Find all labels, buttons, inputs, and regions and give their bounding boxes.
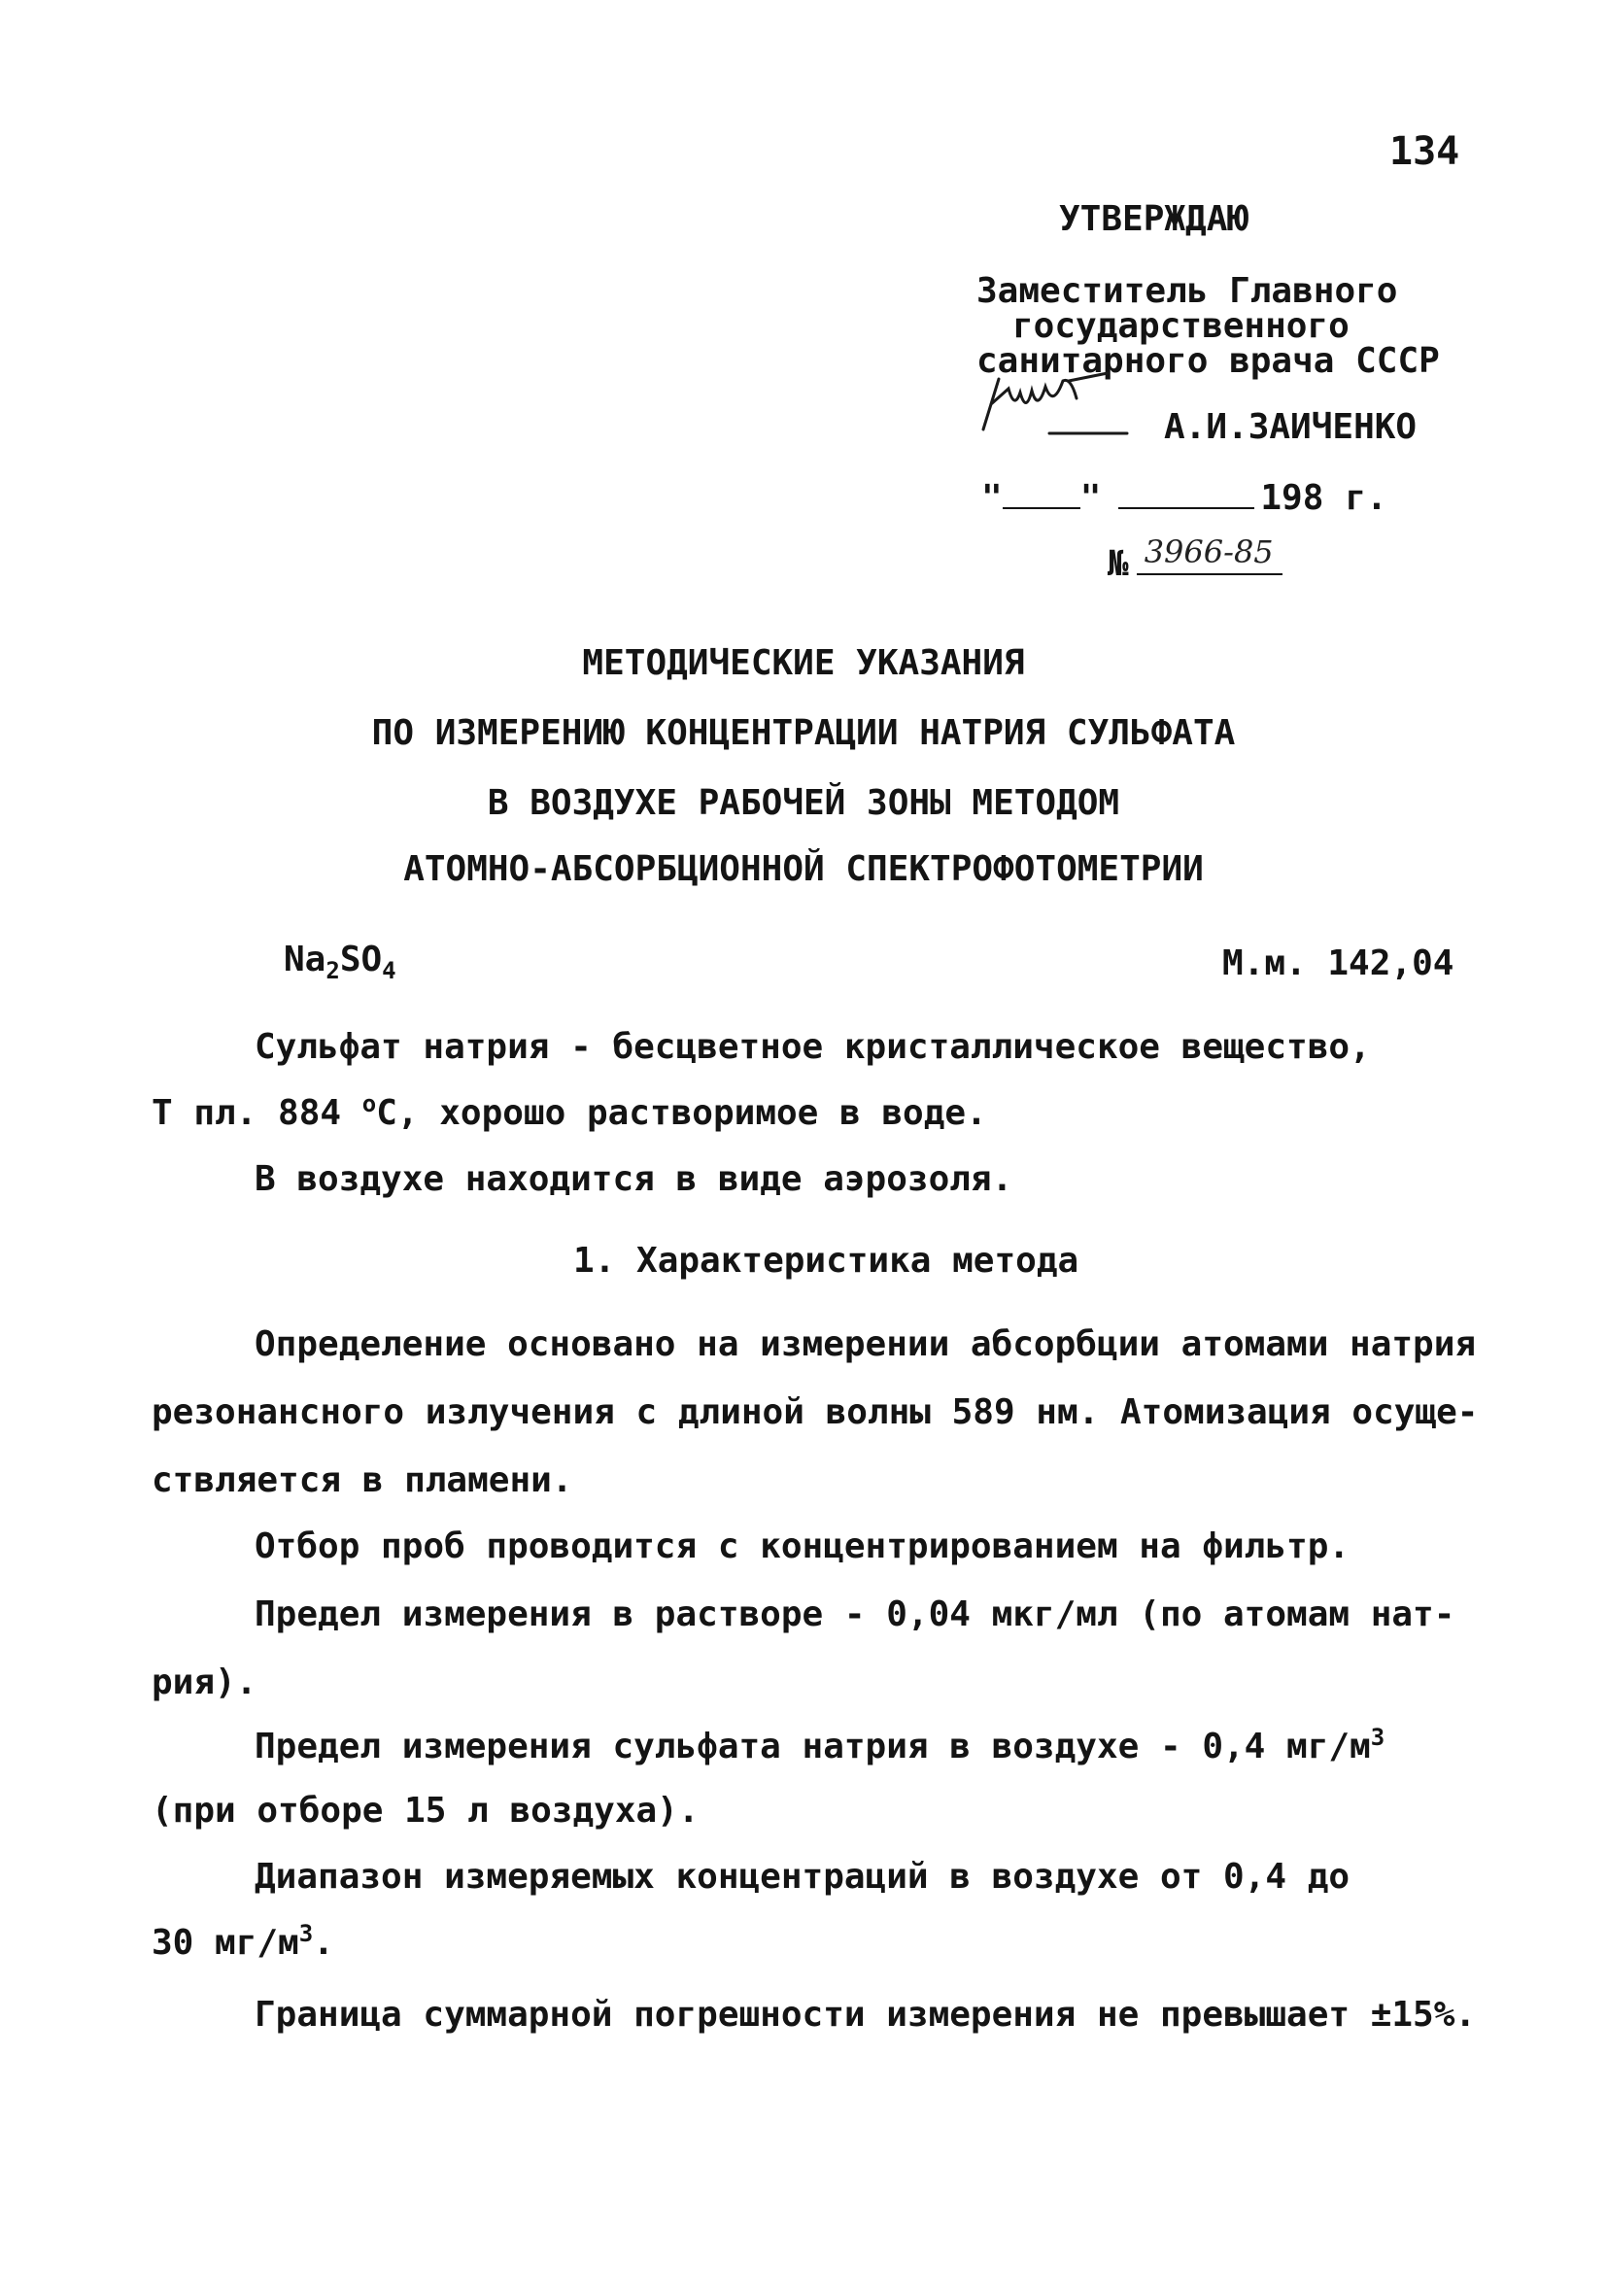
section1-p3-line1: Предел измерения в растворе - 0,04 мкг/мл (по атомам нат-	[255, 1594, 1455, 1634]
cube-sup-2: 3	[298, 1920, 314, 1947]
section1-p5-line2-end: .	[313, 1923, 334, 1963]
section1-p1-line1: Определение основано на измерении абсорбции атомами натрия	[255, 1324, 1477, 1364]
title-line1: МЕТОДИЧЕСКИЕ УКАЗАНИЯ	[582, 643, 1025, 683]
signature-image	[962, 371, 1156, 439]
section1-p6: Граница суммарной погрешности измерения не превышает ±15%.	[255, 1995, 1477, 2035]
section1-p1-line2: резонансного излучения с длиной волны 589 нм. Атомизация осуще-	[152, 1392, 1479, 1432]
number-handwritten: 3966-85	[1144, 533, 1274, 570]
formula-so: SO	[339, 940, 383, 979]
section1-p4-line1-text: Предел измерения сульфата натрия в воздухе - 0,4 мг/м	[255, 1727, 1371, 1766]
chemical-formula	[284, 940, 396, 985]
formula-na: Na	[284, 940, 326, 979]
molar-mass: М.м. 142,04	[1222, 943, 1454, 983]
signatory-name: А.И.ЗАИЧЕНКО	[1164, 407, 1418, 447]
section1-heading: 1. Характеристика метода	[573, 1241, 1079, 1281]
section1-p5-line2-text: 30 мг/м	[152, 1923, 299, 1963]
date-unit: г.	[1345, 478, 1387, 518]
section1-p4-line2: (при отборе 15 л воздуха).	[152, 1791, 700, 1831]
number-label: №	[1108, 544, 1129, 584]
date-year-prefix: 198	[1260, 478, 1324, 518]
approval-position-line1: Заместитель Главного	[976, 271, 1398, 311]
approval-position-line2: государственного	[1012, 306, 1350, 346]
title-line2: ПО ИЗМЕРЕНИЮ КОНЦЕНТРАЦИИ НАТРИЯ СУЛЬФАТА	[371, 713, 1236, 753]
intro-line2-b: С, хорошо растворимое в воде.	[376, 1093, 987, 1133]
approval-position-line3: санитарного врача СССР	[976, 341, 1440, 381]
section1-p3-line2: рия).	[152, 1662, 257, 1702]
intro-line1: Сульфат натрия - бесцветное кристаллическое вещество,	[255, 1027, 1371, 1067]
formula-sub-2: 2	[325, 957, 340, 985]
section1-p2: Отбор проб проводится с концентрированием на фильтр.	[255, 1526, 1351, 1566]
formula-sub-4: 4	[382, 957, 396, 985]
date-day-blank	[1003, 478, 1080, 509]
cube-sup-1: 3	[1370, 1724, 1385, 1751]
degree-sup: о	[361, 1090, 377, 1117]
title-line3: В ВОЗДУХЕ РАБОЧЕЙ ЗОНЫ МЕТОДОМ	[487, 783, 1120, 823]
page-number: 134	[1389, 129, 1460, 174]
date-month-blank	[1118, 478, 1254, 509]
approval-heading: УТВЕРЖДАЮ	[1059, 199, 1249, 239]
section1-p5-line2	[152, 1920, 334, 1963]
title-line4: АТОМНО-АБСОРБЦИОННОЙ СПЕКТРОФОТОМЕТРИИ	[403, 849, 1204, 889]
number-blank	[1137, 533, 1282, 575]
section1-p5-line1: Диапазон измеряемых концентраций в воздухе от 0,4 до	[255, 1857, 1351, 1897]
intro-line2	[152, 1090, 987, 1133]
approval-date	[981, 478, 1387, 516]
date-close-quote: "	[1079, 478, 1102, 518]
date-open-quote: "	[981, 478, 1003, 518]
intro-line3: В воздухе находится в виде аэрозоля.	[255, 1159, 1013, 1199]
approval-number	[1108, 533, 1282, 584]
intro-line2-a: Т пл. 884	[152, 1093, 362, 1133]
section1-p4-line1	[255, 1724, 1385, 1766]
section1-p1-line3: ствляется в пламени.	[152, 1460, 573, 1500]
